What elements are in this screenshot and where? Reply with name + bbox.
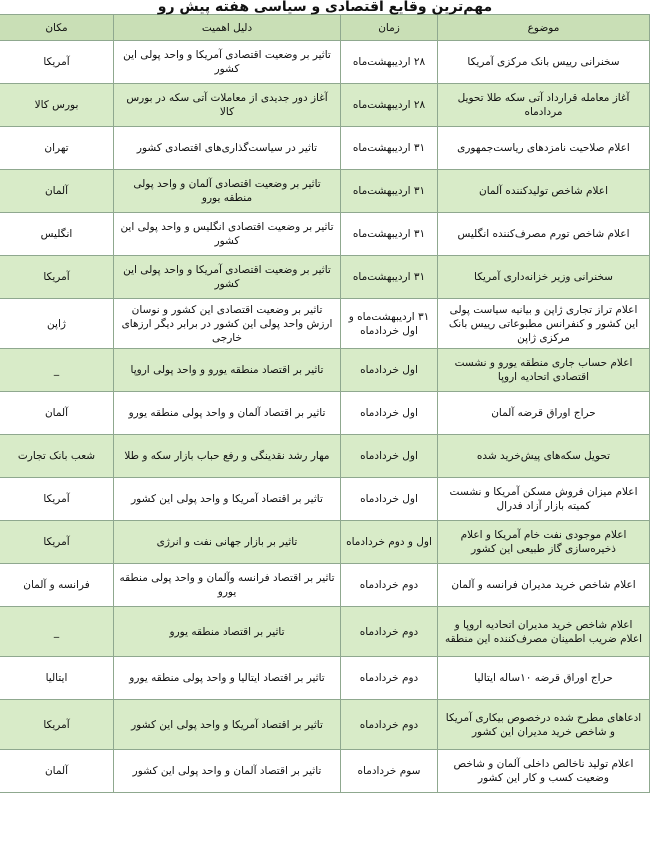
cell-time: دوم خردادماه [341,564,438,607]
cell-reason: تاثیر بر اقتصاد آمریکا و واحد پولی این کشور [114,700,341,750]
cell-topic: اعلام شاخص تولیدکننده آلمان [438,170,650,213]
cell-reason: تاثیر بر اقتصاد ایتالیا و واحد پولی منطقه یورو [114,657,341,700]
header-place: مکان [0,15,114,41]
table-row [0,657,650,700]
table-row [0,41,650,84]
cell-reason: تاثیر بر اقتصاد منطقه یورو و واحد پولی اروپا [114,349,341,392]
cell-place: انگلیس [0,213,114,256]
cell-time: دوم خردادماه [341,657,438,700]
cell-reason: تاثیر بر اقتصاد آلمان و واحد پولی منطقه یورو [114,392,341,435]
cell-place: بورس کالا [0,84,114,127]
cell-topic: اعلام میزان فروش مسکن آمریکا و نشست کمیته بازار آزاد فدرال [438,478,650,521]
cell-topic: اعلام صلاحیت نامزدهای ریاست‌جمهوری [438,127,650,170]
cell-time: ۳۱ اردیبهشت‌ماه [341,170,438,213]
cell-topic: آغاز معامله قرارداد آتی سکه طلا تحویل مردادماه [438,84,650,127]
cell-time: اول و دوم خردادماه [341,521,438,564]
cell-topic: حراج اوراق قرضه ۱۰ساله ایتالیا [438,657,650,700]
cell-place: آمریکا [0,700,114,750]
cell-place: آمریکا [0,256,114,299]
table-row [0,127,650,170]
cell-time: اول خردادماه [341,349,438,392]
cell-time: ۳۱ اردیبهشت‌ماه [341,256,438,299]
cell-place: آمریکا [0,521,114,564]
cell-reason: تاثیر بر وضعیت اقتصادی این کشور و نوسان ارزش واحد پولی این کشور در برابر دیگر ارزهای خارجی [114,299,341,349]
table-row [0,700,650,750]
table-header-row [0,15,650,41]
header-time: زمان [341,15,438,41]
cell-topic: سخنرانی رییس بانک مرکزی آمریکا [438,41,650,84]
cell-reason: تاثیر بر وضعیت اقتصادی انگلیس و واحد پولی این کشور [114,213,341,256]
cell-topic: اعلام موجودی نفت خام آمریکا و اعلام ذخیره‌سازی گاز طبیعی این کشور [438,521,650,564]
events-table [0,14,650,793]
cell-place: آمریکا [0,478,114,521]
cell-topic: اعلام شاخص خرید مدیران اتحادیه اروپا و اعلام ضریب اطمینان مصرف‌کننده این منطقه [438,607,650,657]
cell-place: ایتالیا [0,657,114,700]
table-row [0,392,650,435]
cell-topic: اعلام تولید ناخالص داخلی آلمان و شاخص وضعیت کسب و کار این کشور [438,750,650,793]
cell-reason: تاثیر بر اقتصاد آمریکا و واحد پولی این کشور [114,478,341,521]
table-row [0,256,650,299]
cell-time: اول خردادماه [341,435,438,478]
cell-place: آلمان [0,750,114,793]
page-title: مهم‌ترین وقایع اقتصادی و سیاسی هفته پیش رو [157,0,493,15]
cell-place: تهران [0,127,114,170]
cell-time: ۲۸ اردیبهشت‌ماه [341,41,438,84]
cell-time: ۳۱ اردیبهشت‌ماه [341,127,438,170]
cell-reason: تاثیر بر وضعیت اقتصادی آلمان و واحد پولی منطقه یورو [114,170,341,213]
cell-reason: تاثیر بر وضعیت اقتصادی آمریکا و واحد پولی این کشور [114,256,341,299]
header-topic: موضوع [438,15,650,41]
cell-topic: اعلام حساب جاری منطقه یورو و نشست اقتصادی اتحادیه اروپا [438,349,650,392]
cell-topic: اعلام شاخص تورم مصرف‌کننده انگلیس [438,213,650,256]
header-reason: دلیل اهمیت [114,15,341,41]
cell-place: _ [0,607,114,657]
cell-place: آمریکا [0,41,114,84]
table-row [0,349,650,392]
table-row [0,299,650,349]
cell-topic: اعلام تراز تجاری ژاپن و بیانیه سیاست پولی این کشور و کنفرانس مطبوعاتی رییس بانک مرکزی ژاپن [438,299,650,349]
cell-reason: آغاز دور جدیدی از معاملات آتی سکه در بورس کالا [114,84,341,127]
table-row [0,84,650,127]
cell-topic: اعلام شاخص خرید مدیران فرانسه و آلمان [438,564,650,607]
cell-time: دوم خردادماه [341,607,438,657]
cell-time: اول خردادماه [341,392,438,435]
cell-reason: تاثیر بر وضعیت اقتصادی آمریکا و واحد پولی این کشور [114,41,341,84]
cell-reason: تاثیر بر اقتصاد منطقه یورو [114,607,341,657]
table-row [0,213,650,256]
table-body [0,41,650,793]
cell-place: آلمان [0,170,114,213]
cell-reason: مهار رشد نقدینگی و رفع حباب بازار سکه و طلا [114,435,341,478]
table-row [0,564,650,607]
cell-time: ۳۱ اردیبهشت‌ماه و اول خردادماه [341,299,438,349]
table-row [0,750,650,793]
cell-topic: ادعاهای مطرح شده درخصوص بیکاری آمریکا و شاخص خرید مدیران این کشور [438,700,650,750]
cell-place: شعب بانک تجارت [0,435,114,478]
cell-reason: تاثیر بر اقتصاد فرانسه وآلمان و واحد پولی منطقه یورو [114,564,341,607]
cell-time: ۲۸ اردیبهشت‌ماه [341,84,438,127]
cell-time: ۳۱ اردیبهشت‌ماه [341,213,438,256]
cell-time: دوم خردادماه [341,700,438,750]
cell-time: اول خردادماه [341,478,438,521]
cell-place: _ [0,349,114,392]
cell-reason: تاثیر بر بازار جهانی نفت و انرژی [114,521,341,564]
table-row [0,607,650,657]
cell-reason: تاثیر در سیاست‌گذاری‌های اقتصادی کشور [114,127,341,170]
cell-place: آلمان [0,392,114,435]
cell-time: سوم خردادماه [341,750,438,793]
table-row [0,478,650,521]
table-row [0,170,650,213]
cell-place: ژاپن [0,299,114,349]
table-row [0,435,650,478]
cell-reason: تاثیر بر اقتصاد آلمان و واحد پولی این کشور [114,750,341,793]
cell-topic: تحویل سکه‌های پیش‌خرید شده [438,435,650,478]
cell-place: فرانسه و آلمان [0,564,114,607]
table-row [0,521,650,564]
cell-topic: سخنرانی وزیر خزانه‌داری آمریکا [438,256,650,299]
cell-topic: حراج اوراق قرضه آلمان [438,392,650,435]
